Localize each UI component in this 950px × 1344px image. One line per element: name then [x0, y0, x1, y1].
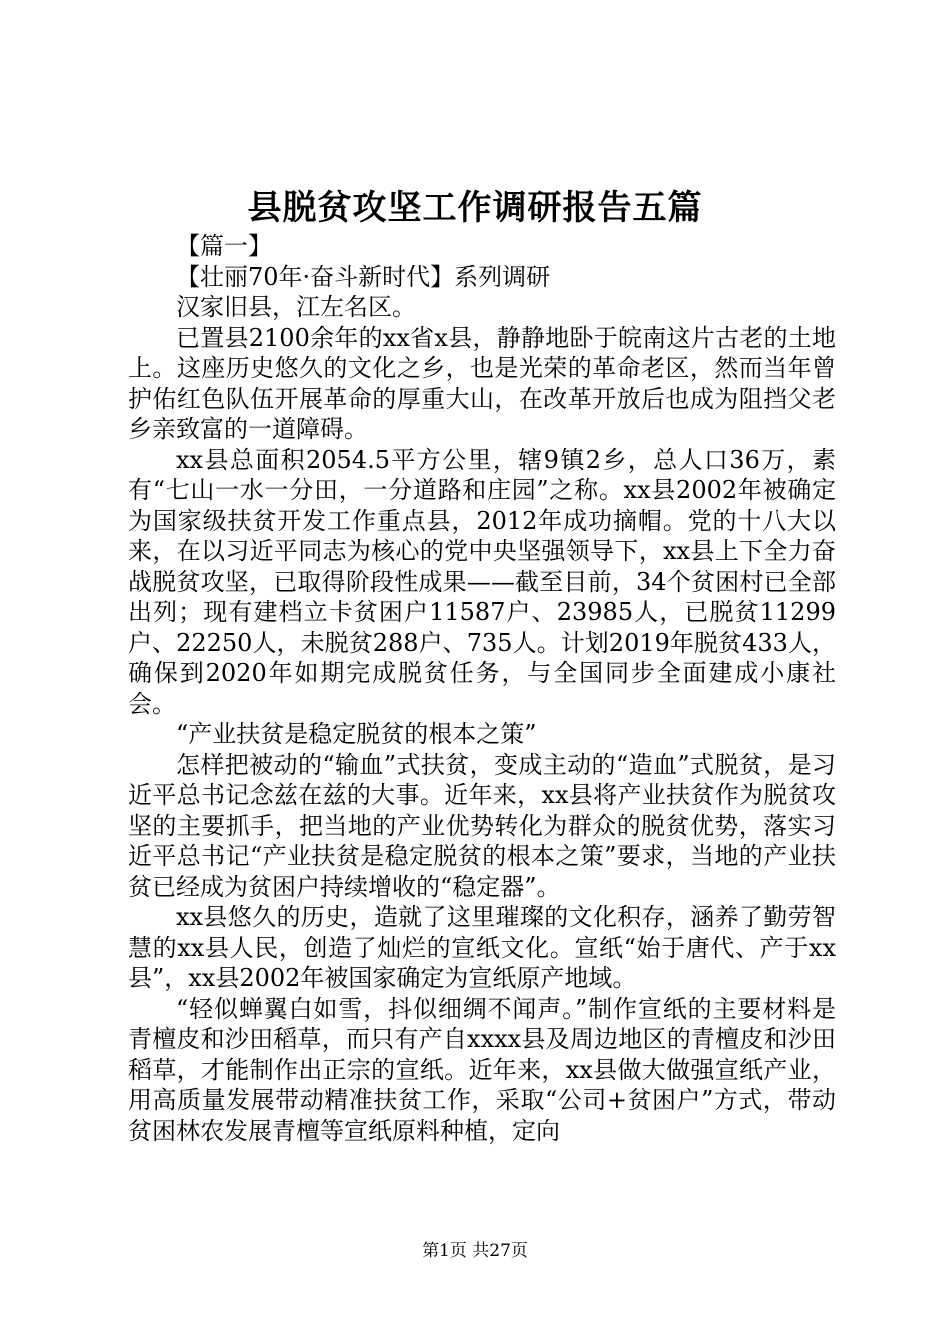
section-heading: 【篇一】 [176, 232, 272, 260]
subheading: “产业扶贫是稳定脱贫的根本之策” [176, 720, 537, 748]
page-footer: 第1页 共27页 [422, 1241, 528, 1261]
paragraph: 汉家旧县，江左名区。 [176, 293, 416, 321]
document-body [128, 231, 836, 1146]
series-heading: 【壮丽70年·奋斗新时代】系列调研 [176, 262, 551, 291]
document-title: 县脱贫攻坚工作调研报告五篇 [247, 188, 703, 228]
paragraph: “轻似蝉翼白如雪，抖似细绸不闻声。”制作宣纸的主要材料是青檀皮和沙田稻草，而只有产自xxxx县及周边地区的青檀皮和沙田稻草，才能制作出正宗的宣纸。近年来，xx县做大做强宣纸产业，用高质量发展带动精准扶贫工作，采取“公司+贫困户”方式，带动贫困林农发展青檀等宣纸原料种植，定向 [128, 994, 836, 1145]
paragraph: xx县悠久的历史，造就了这里璀璨的文化积存，涵养了勤劳智慧的xx县人民，创造了灿烂的宣纸文化。宣纸“始于唐代、产于xx县”，xx县2002年被国家确定为宣纸原产地域。 [128, 903, 836, 992]
paragraph: 怎样把被动的“输血”式扶贫，变成主动的“造血”式脱贫，是习近平总书记念兹在兹的大事。近年来，xx县将产业扶贫作为脱贫攻坚的主要抓手，把当地的产业优势转化为群众的脱贫优势，落实习近平总书记“产业扶贫是稳定脱贫的根本之策”要求，当地的产业扶贫已经成为贫困户持续增收的“稳定器”。 [128, 750, 836, 901]
paragraph: 已置县2100余年的xx省x县，静静地卧于皖南这片古老的土地上。这座历史悠久的文化之乡，也是光荣的革命老区，然而当年曾护佑红色队伍开展革命的厚重大山，在改革开放后也成为阻挡父老乡亲致富的一道障碍。 [128, 323, 836, 443]
paragraph: xx县总面积2054.5平方公里，辖9镇2乡，总人口36万，素有“七山一水一分田，一分道路和庄园”之称。xx县2002年被确定为国家级扶贫开发工作重点县，2012年成功摘帽。党的十八大以来，在以习近平同志为核心的党中央坚强领导下，xx县上下全力奋战脱贫攻坚，已取得阶段性成果——截至目前，34个贫困村已全部出列；现有建档立卡贫困户11587户、23985人，已脱贫11299户、22250人，未脱贫288户、735人。计划2019年脱贫433人，确保到2020年如期完成脱贫任务，与全国同步全面建成小康社会。 [128, 445, 836, 718]
